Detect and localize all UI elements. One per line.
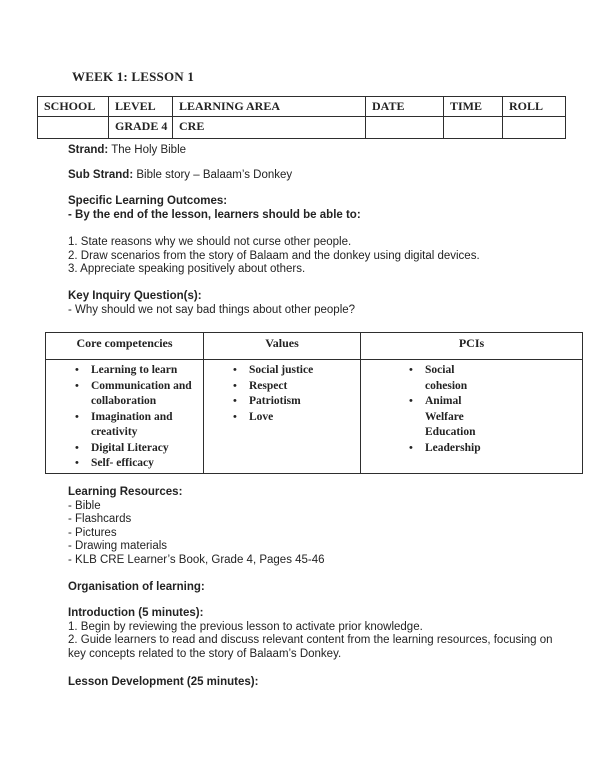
core-competency: Learning to learn	[91, 364, 178, 376]
core-competencies-cell	[46, 360, 204, 474]
header-time: TIME	[444, 97, 503, 117]
introduction-step: 1. Begin by reviewing the previous lesson to activate prior knowledge.	[68, 620, 423, 633]
header-values: Values	[204, 333, 361, 360]
sub-strand-value: Bible story – Balaam’s Donkey	[136, 169, 293, 181]
cell-roll	[503, 117, 566, 139]
core-competency: Digital Literacy	[91, 441, 169, 454]
key-inquiry-heading: Key Inquiry Question(s):	[68, 290, 202, 302]
cell-learning-area: CRE	[173, 117, 366, 139]
core-competency: Imagination and creativity	[91, 410, 173, 438]
outcomes-heading-block	[68, 195, 361, 222]
lesson-info-table	[37, 96, 566, 139]
bullet-icon: •	[233, 395, 237, 407]
sub-strand-label: Sub Strand:	[68, 169, 134, 181]
organisation-heading: Organisation of learning:	[68, 581, 205, 593]
pci-item: Social cohesion	[425, 364, 468, 392]
resource-item: - KLB CRE Learner’s Book, Grade 4, Pages 45-46	[68, 553, 325, 566]
strand-value: The Holy Bible	[111, 144, 187, 156]
competency-table-header-row	[46, 333, 583, 360]
list-item	[75, 441, 202, 457]
pcis-cell	[361, 360, 583, 474]
values-cell	[204, 360, 361, 474]
introduction-step: 2. Guide learners to read and discuss relevant content from the learning resources, focusing on key concepts related to the story of Balaam’s Donkey.	[68, 634, 553, 660]
value-item: Patriotism	[249, 395, 301, 407]
outcome-item: 3. Appreciate speaking positively about others.	[68, 263, 306, 275]
outcomes-list	[68, 236, 568, 277]
competency-table	[45, 332, 583, 474]
outcome-item: 1. State reasons why we should not curse other people.	[68, 236, 352, 248]
strand-label: Strand:	[68, 144, 109, 156]
lesson-development-heading: Lesson Development (25 minutes):	[68, 676, 259, 688]
bullet-icon: •	[75, 457, 79, 469]
bullet-icon: •	[233, 364, 237, 376]
bullet-icon: •	[233, 410, 237, 423]
value-item: Social justice	[249, 364, 314, 376]
list-item	[233, 379, 359, 395]
cell-school	[38, 117, 109, 139]
list-item	[75, 456, 202, 472]
key-inquiry-question: - Why should we not say bad things about other people?	[68, 303, 356, 316]
resource-item: - Bible	[68, 499, 101, 512]
pci-item: Leadership	[425, 441, 481, 454]
header-school: SCHOOL	[38, 97, 109, 117]
core-competency: Communication and collaboration	[91, 379, 192, 407]
outcomes-heading: Specific Learning Outcomes:	[68, 195, 228, 207]
list-item	[75, 379, 202, 410]
bullet-icon: •	[75, 410, 79, 423]
pci-item: Animal Welfare Education	[425, 395, 476, 438]
bullet-icon: •	[75, 364, 79, 376]
cell-date	[366, 117, 444, 139]
learning-resources-heading: Learning Resources:	[68, 486, 183, 498]
resource-item: - Flashcards	[68, 513, 132, 525]
key-inquiry-block	[68, 290, 355, 317]
learning-resources-block	[68, 486, 325, 567]
list-item	[75, 410, 202, 441]
bullet-icon: •	[75, 441, 79, 454]
header-core-competencies: Core competencies	[46, 333, 204, 360]
bullet-icon: •	[75, 379, 79, 392]
bullet-icon: •	[409, 395, 413, 407]
header-roll: ROLL	[503, 97, 566, 117]
outcomes-subheading: - By the end of the lesson, learners should be able to:	[68, 208, 361, 221]
bullet-icon: •	[409, 441, 413, 454]
info-table-header-row	[38, 97, 566, 117]
list-item	[409, 394, 581, 441]
page-title: WEEK 1: LESSON 1	[72, 69, 195, 84]
cell-level: GRADE 4	[109, 117, 173, 139]
header-date: DATE	[366, 97, 444, 117]
resource-item: - Pictures	[68, 526, 117, 539]
strand-line	[68, 144, 186, 158]
introduction-heading: Introduction (5 minutes):	[68, 607, 204, 619]
header-pcis: PCIs	[361, 333, 583, 360]
competency-table-body-row	[46, 360, 583, 474]
bullet-icon: •	[409, 364, 413, 376]
introduction-block	[68, 607, 568, 661]
value-item: Respect	[249, 379, 288, 392]
outcome-item: 2. Draw scenarios from the story of Balaam and the donkey using digital devices.	[68, 249, 480, 262]
sub-strand-line	[68, 169, 292, 183]
list-item	[75, 363, 202, 379]
list-item	[409, 441, 581, 457]
cell-time	[444, 117, 503, 139]
list-item	[233, 363, 359, 379]
header-level: LEVEL	[109, 97, 173, 117]
list-item	[233, 394, 359, 410]
list-item	[233, 410, 359, 426]
value-item: Love	[249, 410, 274, 423]
bullet-icon: •	[233, 379, 237, 392]
info-table-value-row	[38, 117, 566, 139]
list-item	[409, 363, 581, 394]
header-learning-area: LEARNING AREA	[173, 97, 366, 117]
core-competency: Self- efficacy	[91, 457, 154, 469]
resource-item: - Drawing materials	[68, 540, 168, 552]
